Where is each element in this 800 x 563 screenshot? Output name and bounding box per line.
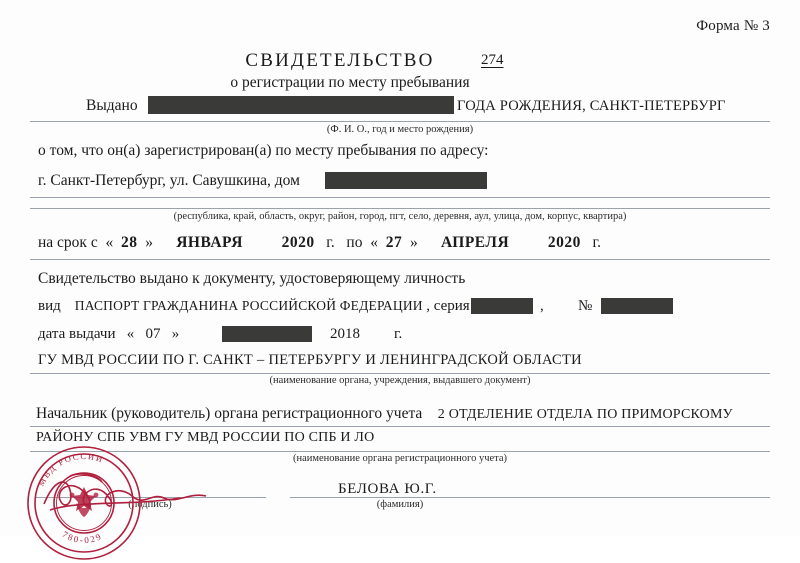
svg-text:780-029 (61, 529, 105, 545)
page-title: СВИДЕТЕЛЬСТВО (245, 50, 435, 71)
term-from-year: 2020 (281, 234, 315, 251)
term-row: на срок с « 28 » ЯНВАРЯ 2020 г. по « 27 » АПРЕЛЯ 2020 г. (38, 234, 602, 251)
chief-value-line1: 2 ОТДЕЛЕНИЕ ОТДЕЛА ПО ПРИМОРСКОМУ (437, 407, 733, 422)
caption-family-name: (фамилия) (376, 499, 424, 510)
family-name: БЕЛОВА Ю.Г. (338, 481, 437, 497)
issued-label: Выдано (86, 97, 138, 114)
registration-address: г. Санкт-Петербург, ул. Савушкина, дом (38, 172, 300, 189)
document-date-label: дата выдачи (38, 326, 116, 342)
redacted-name-field (148, 96, 454, 114)
caption-signature: (подпись) (128, 499, 172, 510)
series-comma: , (540, 298, 544, 314)
issuing-authority: ГУ МВД РОССИИ ПО Г. САНКТ – ПЕТЕРБУРГУ И ЛЕНИНГРАДСКОЙ ОБЛАСТИ (38, 352, 582, 368)
redacted-series-field (471, 298, 533, 314)
term-to-month: АПРЕЛЯ (440, 234, 510, 251)
term-middle: по (346, 234, 363, 251)
document-kind-label: вид (38, 298, 61, 314)
document-series-label: , серия (426, 298, 470, 314)
term-g-1: г. (326, 234, 335, 251)
stamp-ring-text: МВД РОССИИ (35, 450, 106, 488)
divider-4 (30, 259, 770, 260)
official-stamp (24, 443, 144, 563)
document-kind-value: ПАСПОРТ ГРАЖДАНИНА РОССИЙСКОЙ ФЕДЕРАЦИИ (74, 298, 423, 313)
document-heading: Свидетельство выдано к документу, удостоверяющему личность (38, 270, 466, 287)
document-number-label: № (578, 298, 593, 314)
term-g-2: г. (592, 234, 602, 251)
caption-address: (республика, край, область, округ, район, город, пгт, село, деревня, аул, улица, дом, корпус, квартира) (173, 211, 627, 222)
stamp-bottom-text: 780-029 (60, 529, 105, 546)
document-date-g: г. (394, 326, 403, 342)
chief-row (36, 405, 733, 423)
redacted-month-field (222, 326, 312, 342)
page-subtitle: о регистрации по месту пребывания (230, 74, 470, 91)
divider-5 (30, 373, 770, 374)
certificate-number: 274 (481, 52, 504, 68)
term-to-year: 2020 (547, 234, 581, 251)
redacted-number-field (601, 298, 673, 314)
term-from-month: ЯНВАРЯ (176, 234, 243, 251)
document-kind-row (38, 298, 470, 315)
term-prefix: на срок с (38, 234, 98, 251)
divider-3 (30, 208, 770, 209)
document-date-row: дата выдачи « 07 » (38, 326, 180, 342)
divider-2 (30, 197, 770, 198)
chief-label: Начальник (руководитель) органа регистрационного учета (36, 405, 423, 422)
chief-value-line2: РАЙОНУ СПБ УВМ ГУ МВД РОССИИ ПО СПБ И ЛО (36, 430, 375, 445)
registration-intro: о том, что он(а) зарегистрирован(а) по месту пребывания по адресу: (38, 142, 489, 159)
document-date-day: 07 (145, 326, 161, 342)
caption-registration-organ: (наименование органа регистрационного учета) (292, 453, 508, 464)
term-from-day: 28 (120, 234, 138, 251)
divider-1 (30, 121, 770, 122)
divider-6 (30, 426, 770, 427)
redacted-address-field (325, 172, 487, 189)
document-date-year: 2018 (330, 326, 360, 342)
caption-authority: (наименование органа, учреждения, выдавшего документ) (269, 375, 531, 386)
term-to-day: 27 (385, 234, 403, 251)
form-number: Форма № 3 (696, 18, 770, 34)
svg-text:МВД РОССИИ (36, 451, 106, 488)
caption-fio: (Ф. И. О., год и место рождения) (326, 124, 474, 135)
birth-place-text: ГОДА РОЖДЕНИЯ, САНКТ-ПЕТЕРБУРГ (457, 98, 726, 114)
